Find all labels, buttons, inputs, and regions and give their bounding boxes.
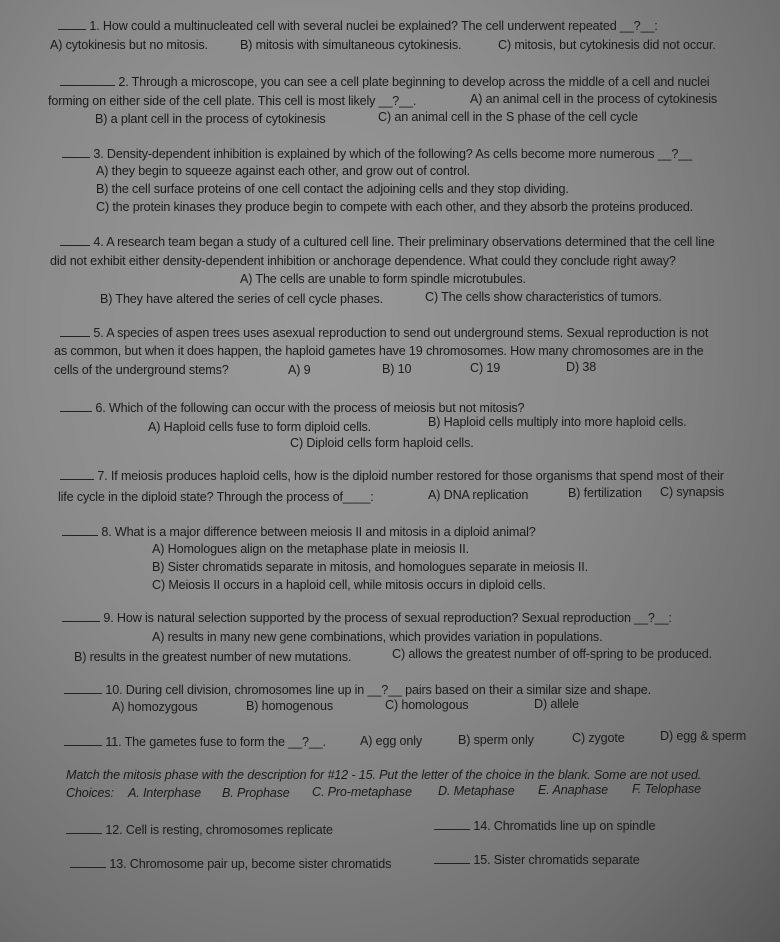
q10-option-a: A) homozygous	[112, 700, 198, 714]
answer-blank-3[interactable]	[62, 146, 90, 158]
q8-option-c: C) Meiosis II occurs in a haploid cell, while mitosis occurs in diploid cells.	[152, 578, 546, 592]
q2-option-a: A) an animal cell in the process of cytokinesis	[470, 92, 718, 106]
choice-c: C. Pro-metaphase	[312, 785, 412, 799]
q11-option-b: B) sperm only	[458, 733, 534, 747]
q5-option-c: C) 19	[470, 361, 501, 375]
answer-blank-9[interactable]	[62, 610, 100, 622]
question-11: 11. The gametes fuse to form the __?__.	[64, 734, 326, 750]
matching-instructions: Match the mitosis phase with the description for #12 - 15. Put the letter of the choice in the blank. Some are not used.	[66, 768, 702, 782]
choice-a: A. Interphase	[128, 786, 201, 800]
q11-option-c: C) zygote	[572, 731, 625, 745]
answer-blank-5[interactable]	[60, 325, 90, 337]
choice-b: B. Prophase	[222, 786, 290, 800]
question-4-line-2: did not exhibit either density-dependent inhibition or anchorage dependence. What could they conclude right away?	[50, 254, 676, 268]
question-6: 6. Which of the following can occur with the process of meiosis but not mitosis?	[60, 400, 524, 416]
q10-option-d: D) allele	[534, 697, 579, 711]
answer-blank-10[interactable]	[64, 682, 102, 694]
q10-option-c: C) homologous	[385, 698, 469, 712]
question-13: 13. Chromosome pair up, become sister chromatids	[70, 856, 391, 872]
answer-blank-15[interactable]	[434, 852, 470, 864]
question-2-line-2: forming on either side of the cell plate. This cell is most likely __?__.	[48, 94, 417, 108]
answer-blank-7[interactable]	[60, 468, 94, 480]
q11-option-d: D) egg & sperm	[660, 729, 747, 743]
q2-option-b: B) a plant cell in the process of cytokinesis	[95, 112, 326, 126]
answer-blank-12[interactable]	[66, 822, 102, 834]
q7-option-c: C) synapsis	[660, 485, 725, 499]
answer-blank-2[interactable]	[60, 74, 115, 86]
q4-option-b: B) They have altered the series of cell cycle phases.	[100, 292, 384, 306]
q4-option-c: C) The cells show characteristics of tumors.	[425, 290, 662, 304]
q6-option-b: B) Haploid cells multiply into more haploid cells.	[428, 415, 687, 429]
question-5: 5. A species of aspen trees uses asexual reproduction to send out underground stems. Sexual reproduction is not	[60, 325, 708, 341]
answer-blank-11[interactable]	[64, 734, 102, 746]
question-15: 15. Sister chromatids separate	[434, 852, 640, 868]
answer-blank-13[interactable]	[70, 856, 106, 868]
q7-option-a: A) DNA replication	[428, 488, 529, 502]
q5-option-b: B) 10	[382, 362, 412, 376]
q1-option-a: A) cytokinesis but no mitosis.	[50, 38, 208, 52]
q9-option-b: B) results in the greatest number of new mutations.	[74, 650, 352, 664]
q3-option-b: B) the cell surface proteins of one cell contact the adjoining cells and they stop dividing.	[96, 182, 569, 196]
choice-f: F. Telophase	[632, 782, 701, 796]
question-7-line-2: life cycle in the diploid state? Through the process of____:	[58, 490, 374, 504]
choice-e: E. Anaphase	[538, 783, 609, 797]
question-5-line-3: cells of the underground stems?	[54, 363, 229, 377]
question-7: 7. If meiosis produces haploid cells, how is the diploid number restored for those organisms that spend most of their	[60, 468, 724, 484]
answer-blank-4[interactable]	[60, 234, 90, 246]
question-10: 10. During cell division, chromosomes line up in __?__ pairs based on their a similar size and shape.	[64, 682, 651, 698]
question-5-line-2: as common, but when it does happen, the haploid gametes have 19 chromosomes. How many chromosomes are in the	[54, 344, 704, 358]
q1-option-c: C) mitosis, but cytokinesis did not occur.	[498, 38, 716, 52]
q4-option-a: A) The cells are unable to form spindle microtubules.	[240, 272, 526, 286]
q7-option-b: B) fertilization	[568, 486, 642, 500]
q9-option-a: A) results in many new gene combinations, which provides variation in populations.	[152, 630, 603, 644]
q1-option-b: B) mitosis with simultaneous cytokinesis.	[240, 38, 462, 52]
question-12: 12. Cell is resting, chromosomes replicate	[66, 822, 333, 838]
question-14: 14. Chromatids line up on spindle	[434, 818, 655, 834]
question-1: 1. How could a multinucleated cell with several nuclei be explained? The cell underwent repeated __?__:	[58, 18, 658, 34]
answer-blank-14[interactable]	[434, 818, 470, 830]
q10-option-b: B) homogenous	[246, 699, 333, 713]
question-3: 3. Density-dependent inhibition is explained by which of the following? As cells become more numerous __?__	[62, 146, 692, 162]
q3-option-c: C) the protein kinases they produce begin to compete with each other, and they absorb the proteins produced.	[96, 200, 694, 214]
answer-blank-1[interactable]	[58, 18, 86, 30]
q9-option-c: C) allows the greatest number of off-spring to be produced.	[392, 647, 712, 661]
q3-option-a: A) they begin to squeeze against each other, and grow out of control.	[96, 164, 471, 178]
q6-option-c: C) Diploid cells form haploid cells.	[290, 436, 474, 450]
q8-option-a: A) Homologues align on the metaphase plate in meiosis II.	[152, 542, 469, 556]
answer-blank-6[interactable]	[60, 400, 92, 412]
q5-option-d: D) 38	[566, 360, 597, 374]
question-4: 4. A research team began a study of a cultured cell line. Their preliminary observations determined that the cell line	[60, 234, 715, 250]
q8-option-b: B) Sister chromatids separate in mitosis, and homologues separate in meiosis II.	[152, 560, 588, 574]
answer-blank-8[interactable]	[62, 524, 98, 536]
q6-option-a: A) Haploid cells fuse to form diploid cells.	[148, 420, 371, 434]
question-8: 8. What is a major difference between meiosis II and mitosis in a diploid animal?	[62, 524, 536, 540]
choice-d: D. Metaphase	[438, 784, 515, 798]
choices-label: Choices:	[66, 786, 114, 800]
question-2: 2. Through a microscope, you can see a cell plate beginning to develop across the middle of a cell and nuclei	[60, 74, 709, 90]
q11-option-a: A) egg only	[360, 734, 423, 748]
q5-option-a: A) 9	[288, 363, 311, 377]
q2-option-c: C) an animal cell in the S phase of the cell cycle	[378, 110, 638, 124]
question-9: 9. How is natural selection supported by the process of sexual reproduction? Sexual reproduction __?__:	[62, 610, 672, 626]
